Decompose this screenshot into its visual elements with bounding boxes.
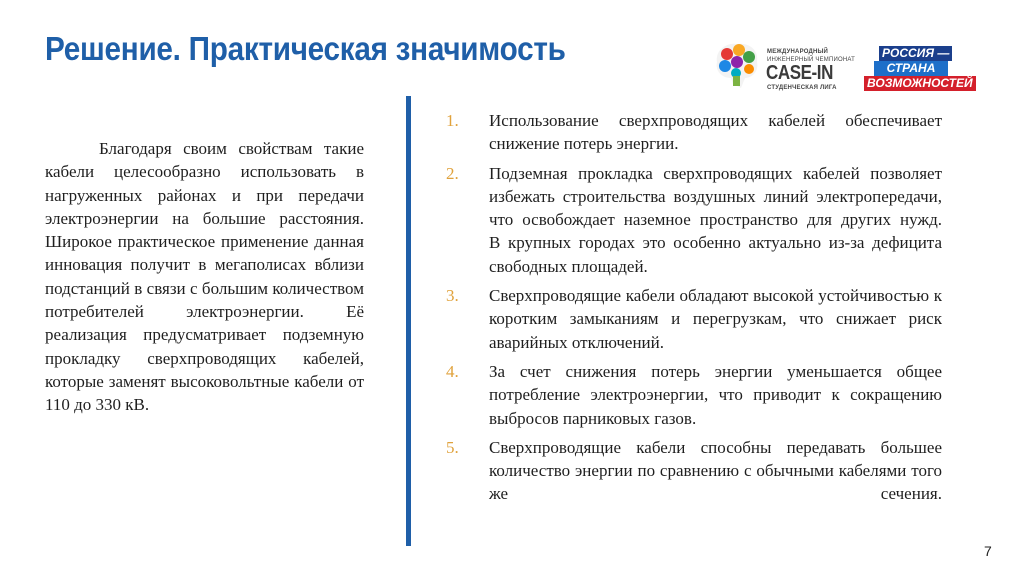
russia-opportunities-logo [862,46,973,94]
list-item-number: 3. [446,286,459,306]
list-item [446,162,942,278]
russia-logo-line-3: ВОЗМОЖНОСТЕЙ [864,76,976,91]
russia-logo-line-2: СТРАНА [874,61,948,76]
list-item-text: Подземная прокладка сверхпроводящих кабелей позволяет избежать строительства воздушных линий электропередачи, что освобождает наземное пространство для других нужд. [489,163,942,230]
list-item [446,360,942,430]
list-item-number: 4. [446,361,459,381]
list-item-extra-text: В крупных городах это особенно актуально из-за дефицита свободных площадей. [489,233,942,276]
list-item-number: 1. [446,111,459,130]
russia-logo-line-1: РОССИЯ — [879,46,952,61]
case-in-wordmark: CASE-IN [766,62,833,84]
list-item-text: Использование сверхпроводящих кабелей обеспечивает снижение потерь энергии. [489,111,942,154]
page-number: 7 [984,543,992,559]
list-item [446,284,942,354]
list-item [446,436,942,506]
case-in-subtitle-2: ИНЖЕНЕРНЫЙ ЧЕМПИОНАТ [767,57,855,63]
list-item-text: Сверхпроводящие кабели обладают высокой устойчивостью к коротким замыканиям и перегрузкам, что снижает риск аварийных отключений. [489,286,942,352]
slide-title: Решение. Практическая значимость [45,30,566,67]
list-item-text: Сверхпроводящие кабели способны передавать большее количество энергии по сравнению с обычными кабелями того же сечения. [489,437,942,504]
left-column [45,137,364,417]
list-item-number: 5. [446,437,459,457]
case-in-subtitle-3: СТУДЕНЧЕСКАЯ ЛИГА [767,85,837,91]
brain-puzzle-icon [711,40,763,94]
left-paragraph: Благодаря своим свойствам такие кабели целесообразно использовать в нагруженных районах и при передачи электроэнергии на большие расстояния. Широкое практическое применение данная инновация получит в мегаполисах вблизи подстанций в связи с большим количеством потребителей электроэнергии. Её реализация предусматривает подземную прокладку сверхпроводящих кабелей, которые заменят высоковольтные кабели от 110 до 330 кВ. [45,139,364,415]
list-item-number: 2. [446,163,459,183]
case-in-logo [711,40,855,94]
vertical-divider [406,96,411,546]
case-in-subtitle-1: МЕЖДУНАРОДНЫЙ [767,49,829,55]
list-item-text: За счет снижения потерь энергии уменьшается общее потребление электроэнергии, что приводит к сокращению выбросов парниковых газов. [489,361,942,428]
benefits-list [446,109,942,512]
list-item [446,109,942,156]
